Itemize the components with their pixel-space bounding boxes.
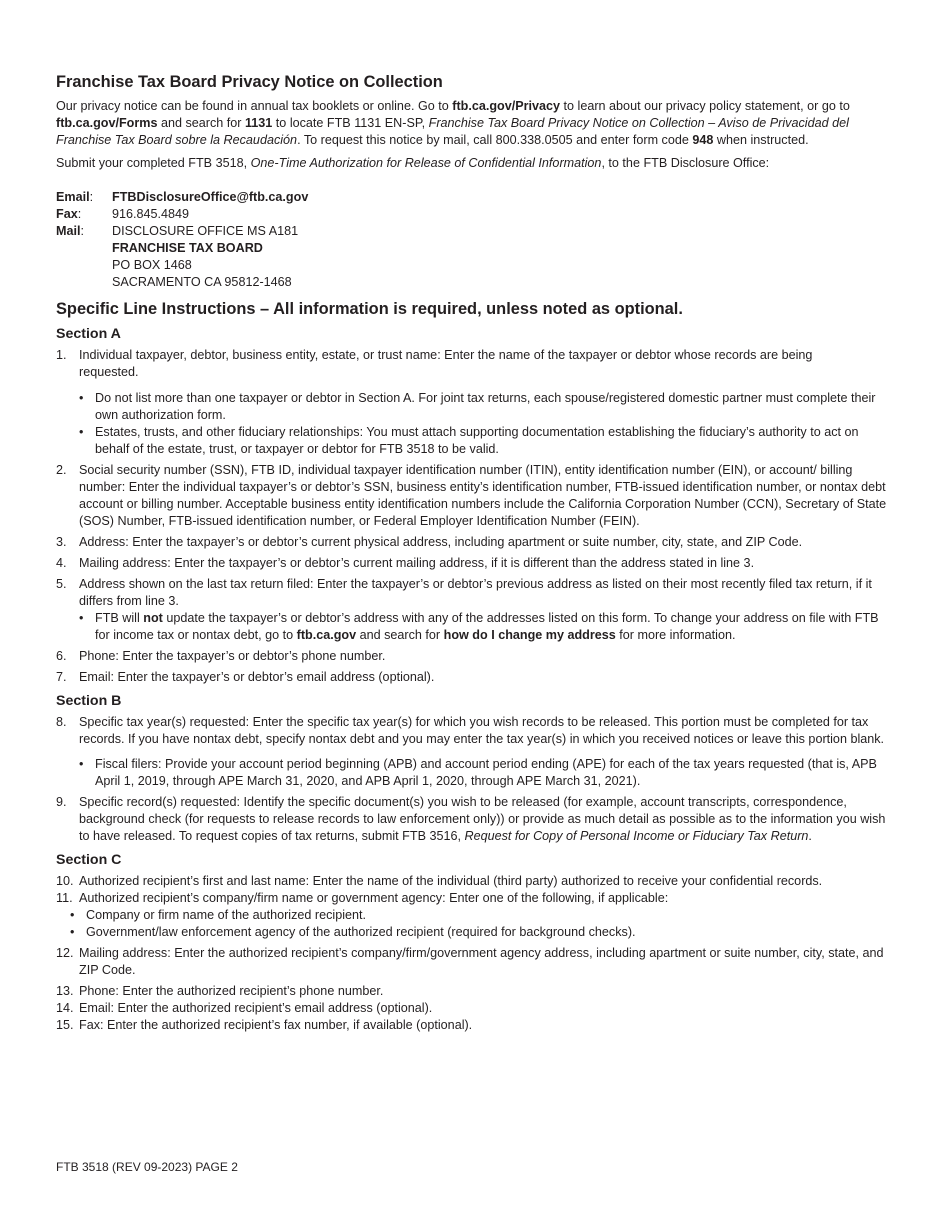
contact-fax-row: Fax: 916.845.4849	[56, 206, 890, 223]
mail-label: Mail	[56, 224, 81, 238]
instructions-title: Specific Line Instructions – All information is required, unless noted as optional.	[56, 300, 683, 318]
bullet-item: • Do not list more than one taxpayer or debtor in Section A. For joint tax returns, each spouse/registered domestic partner must complete their own authorization form.	[79, 391, 876, 422]
submit-paragraph: Submit your completed FTB 3518, One-Time Authorization for Release of Confidential Information, to the FTB Disclosure Office:	[56, 156, 770, 170]
privacy-paragraph: Our privacy notice can be found in annual tax booklets or online. Go to ftb.ca.gov/Privacy to learn about our privacy policy statement, or go to ftb.ca.gov/Forms and search for 1131 to locate FTB 1131 EN-SP, Franchise Tax Board Privacy Notice on Collection – Aviso de Privacidad del Franchise Tax Board sobre la Recaudación. To request this notice by mail, call 800.338.0505 and enter form code 948 when instructed.	[56, 99, 850, 147]
email-value: FTBDisclosureOffice@ftb.ca.gov	[112, 190, 309, 204]
list-item: 13. Phone: Enter the authorized recipient’s phone number.	[56, 984, 384, 998]
fax-value: 916.845.4849	[112, 207, 190, 221]
contact-block	[56, 189, 890, 291]
bullet-item: • Estates, trusts, and other fiduciary relationships: You must attach supporting documentation establishing the fiduciary’s authority to act on behalf of the estate, trust, or taxpayer or debtor for FTB 3518 to be valid.	[79, 425, 859, 456]
section-b-list	[56, 714, 890, 845]
contact-email-row: Email: FTBDisclosureOffice@ftb.ca.gov	[56, 190, 309, 204]
list-item: 12. Mailing address: Enter the authorized recipient’s company/firm/government agency address, including apartment or suite number, city, state, and ZIP Code.	[56, 946, 884, 977]
list-item: 8. Specific tax year(s) requested: Enter the specific tax year(s) for which you wish records to be released. This portion must be completed for tax records. If you have nontax debt, specify nontax debt and you may enter the tax year(s) in which you received notices or leave this portion blank. • Fiscal filers: Provide your account period beginning (APB) and account period ending (APE) for each of the tax years requested (that is, APB April 1, 2019, through APE March 31, 2020, and APB April 1, 2020, through APE March 31, 2021).	[56, 714, 890, 790]
list-item: 3. Address: Enter the taxpayer’s or debtor’s current physical address, including apartment or suite number, city, state, and ZIP Code.	[56, 535, 803, 549]
list-item: 14. Email: Enter the authorized recipient’s email address (optional).	[56, 1001, 433, 1015]
page-content	[56, 72, 890, 1034]
email-label: Email	[56, 190, 90, 204]
privacy-link: ftb.ca.gov/Privacy	[452, 99, 561, 113]
privacy-title: Franchise Tax Board Privacy Notice on Collection	[56, 73, 443, 91]
list-item: 11. Authorized recipient’s company/firm name or government agency: Enter one of the following, if applicable: • Company or firm name of the authorized recipient. • Government/law enforcement agency of the authorized recipient (required for background checks).	[56, 890, 890, 941]
list-item: 5. Address shown on the last tax return filed: Enter the taxpayer’s or debtor’s previous address as listed on their most recently filed tax return, if it differs from line 3. • FTB will not update the taxpayer’s or debtor’s address with any of the addresses listed on this form. To change your address on file with FTB for income tax or nontax debt, go to ftb.ca.gov and search for how do I change my address for more information.	[56, 576, 890, 644]
section-b-heading: Section B	[56, 693, 122, 709]
contact-mail-row: Mail: DISCLOSURE OFFICE MS A181 FRANCHISE TAX BOARD PO BOX 1468 SACRAMENTO CA 95812-1468	[56, 223, 890, 291]
fax-label: Fax	[56, 207, 78, 221]
list-item: 6. Phone: Enter the taxpayer’s or debtor’s phone number.	[56, 649, 386, 663]
list-item: 1. Individual taxpayer, debtor, business entity, estate, or trust name: Enter the name of the taxpayer or debtor whose records are being requested. • Do not list more than one taxpayer or debtor in Section A. For joint tax returns, each spouse/registered domestic partner must complete their own authorization form. • Estates, trusts, and other fiduciary relationships: You must attach supporting documentation establishing the fiduciary’s authority to act on behalf of the estate, trust, or taxpayer or debtor for FTB 3518 to be valid.	[56, 347, 890, 458]
section-c-heading: Section C	[56, 852, 122, 868]
list-item: 7. Email: Enter the taxpayer’s or debtor’s email address (optional).	[56, 670, 435, 684]
list-item: 15. Fax: Enter the authorized recipient’s fax number, if available (optional).	[56, 1018, 473, 1032]
mail-address: DISCLOSURE OFFICE MS A181 FRANCHISE TAX BOARD PO BOX 1468 SACRAMENTO CA 95812-1468	[112, 224, 299, 289]
bullet-item: • Government/law enforcement agency of the authorized recipient (required for background checks).	[70, 925, 636, 939]
bullet-item: • Fiscal filers: Provide your account period beginning (APB) and account period ending (APE) for each of the tax years requested (that is, APB April 1, 2019, through APE March 31, 2020, and APB April 1, 2020, through APE March 31, 2021).	[79, 757, 877, 788]
list-item: 4. Mailing address: Enter the taxpayer’s or debtor’s current mailing address, if it is different than the address stated in line 3.	[56, 556, 755, 570]
section-a-list	[56, 347, 890, 686]
list-item: 2. Social security number (SSN), FTB ID, individual taxpayer identification number (ITIN), entity identification number (EIN), or account/ billing number: Enter the individual taxpayer’s or debtor’s SSN, business entity’s identification number, FTB-issued identification number, or nontax debt account or billing number. Acceptable business entity identification numbers include the California Corporation Number (CCN), Secretary of State (SOS) Number, FTB-issued identification number, or Federal Employer Identification Number (FEIN).	[56, 463, 887, 528]
bullet-item: • Company or firm name of the authorized recipient.	[70, 908, 366, 922]
list-item: 9. Specific record(s) requested: Identify the specific document(s) you wish to be released (for example, account transcripts, correspondence, background check (for requests to release records to law enforcement only)) or provide as much detail as possible as to the information you wish to have released. To request copies of tax returns, submit FTB 3516, Request for Copy of Personal Income or Fiduciary Tax Return.	[56, 795, 886, 843]
forms-link: ftb.ca.gov/Forms	[56, 116, 158, 130]
bullet-item: • FTB will not update the taxpayer’s or debtor’s address with any of the addresses listed on this form. To change your address on file with FTB for income tax or nontax debt, go to ftb.ca.gov and search for how do I change my address for more information.	[79, 611, 879, 642]
section-c-list	[56, 873, 890, 1034]
page-footer: FTB 3518 (REV 09-2023) PAGE 2	[56, 1160, 238, 1174]
section-a-heading: Section A	[56, 326, 121, 342]
list-item: 10. Authorized recipient’s first and last name: Enter the name of the individual (third party) authorized to receive your confidential records.	[56, 874, 823, 888]
